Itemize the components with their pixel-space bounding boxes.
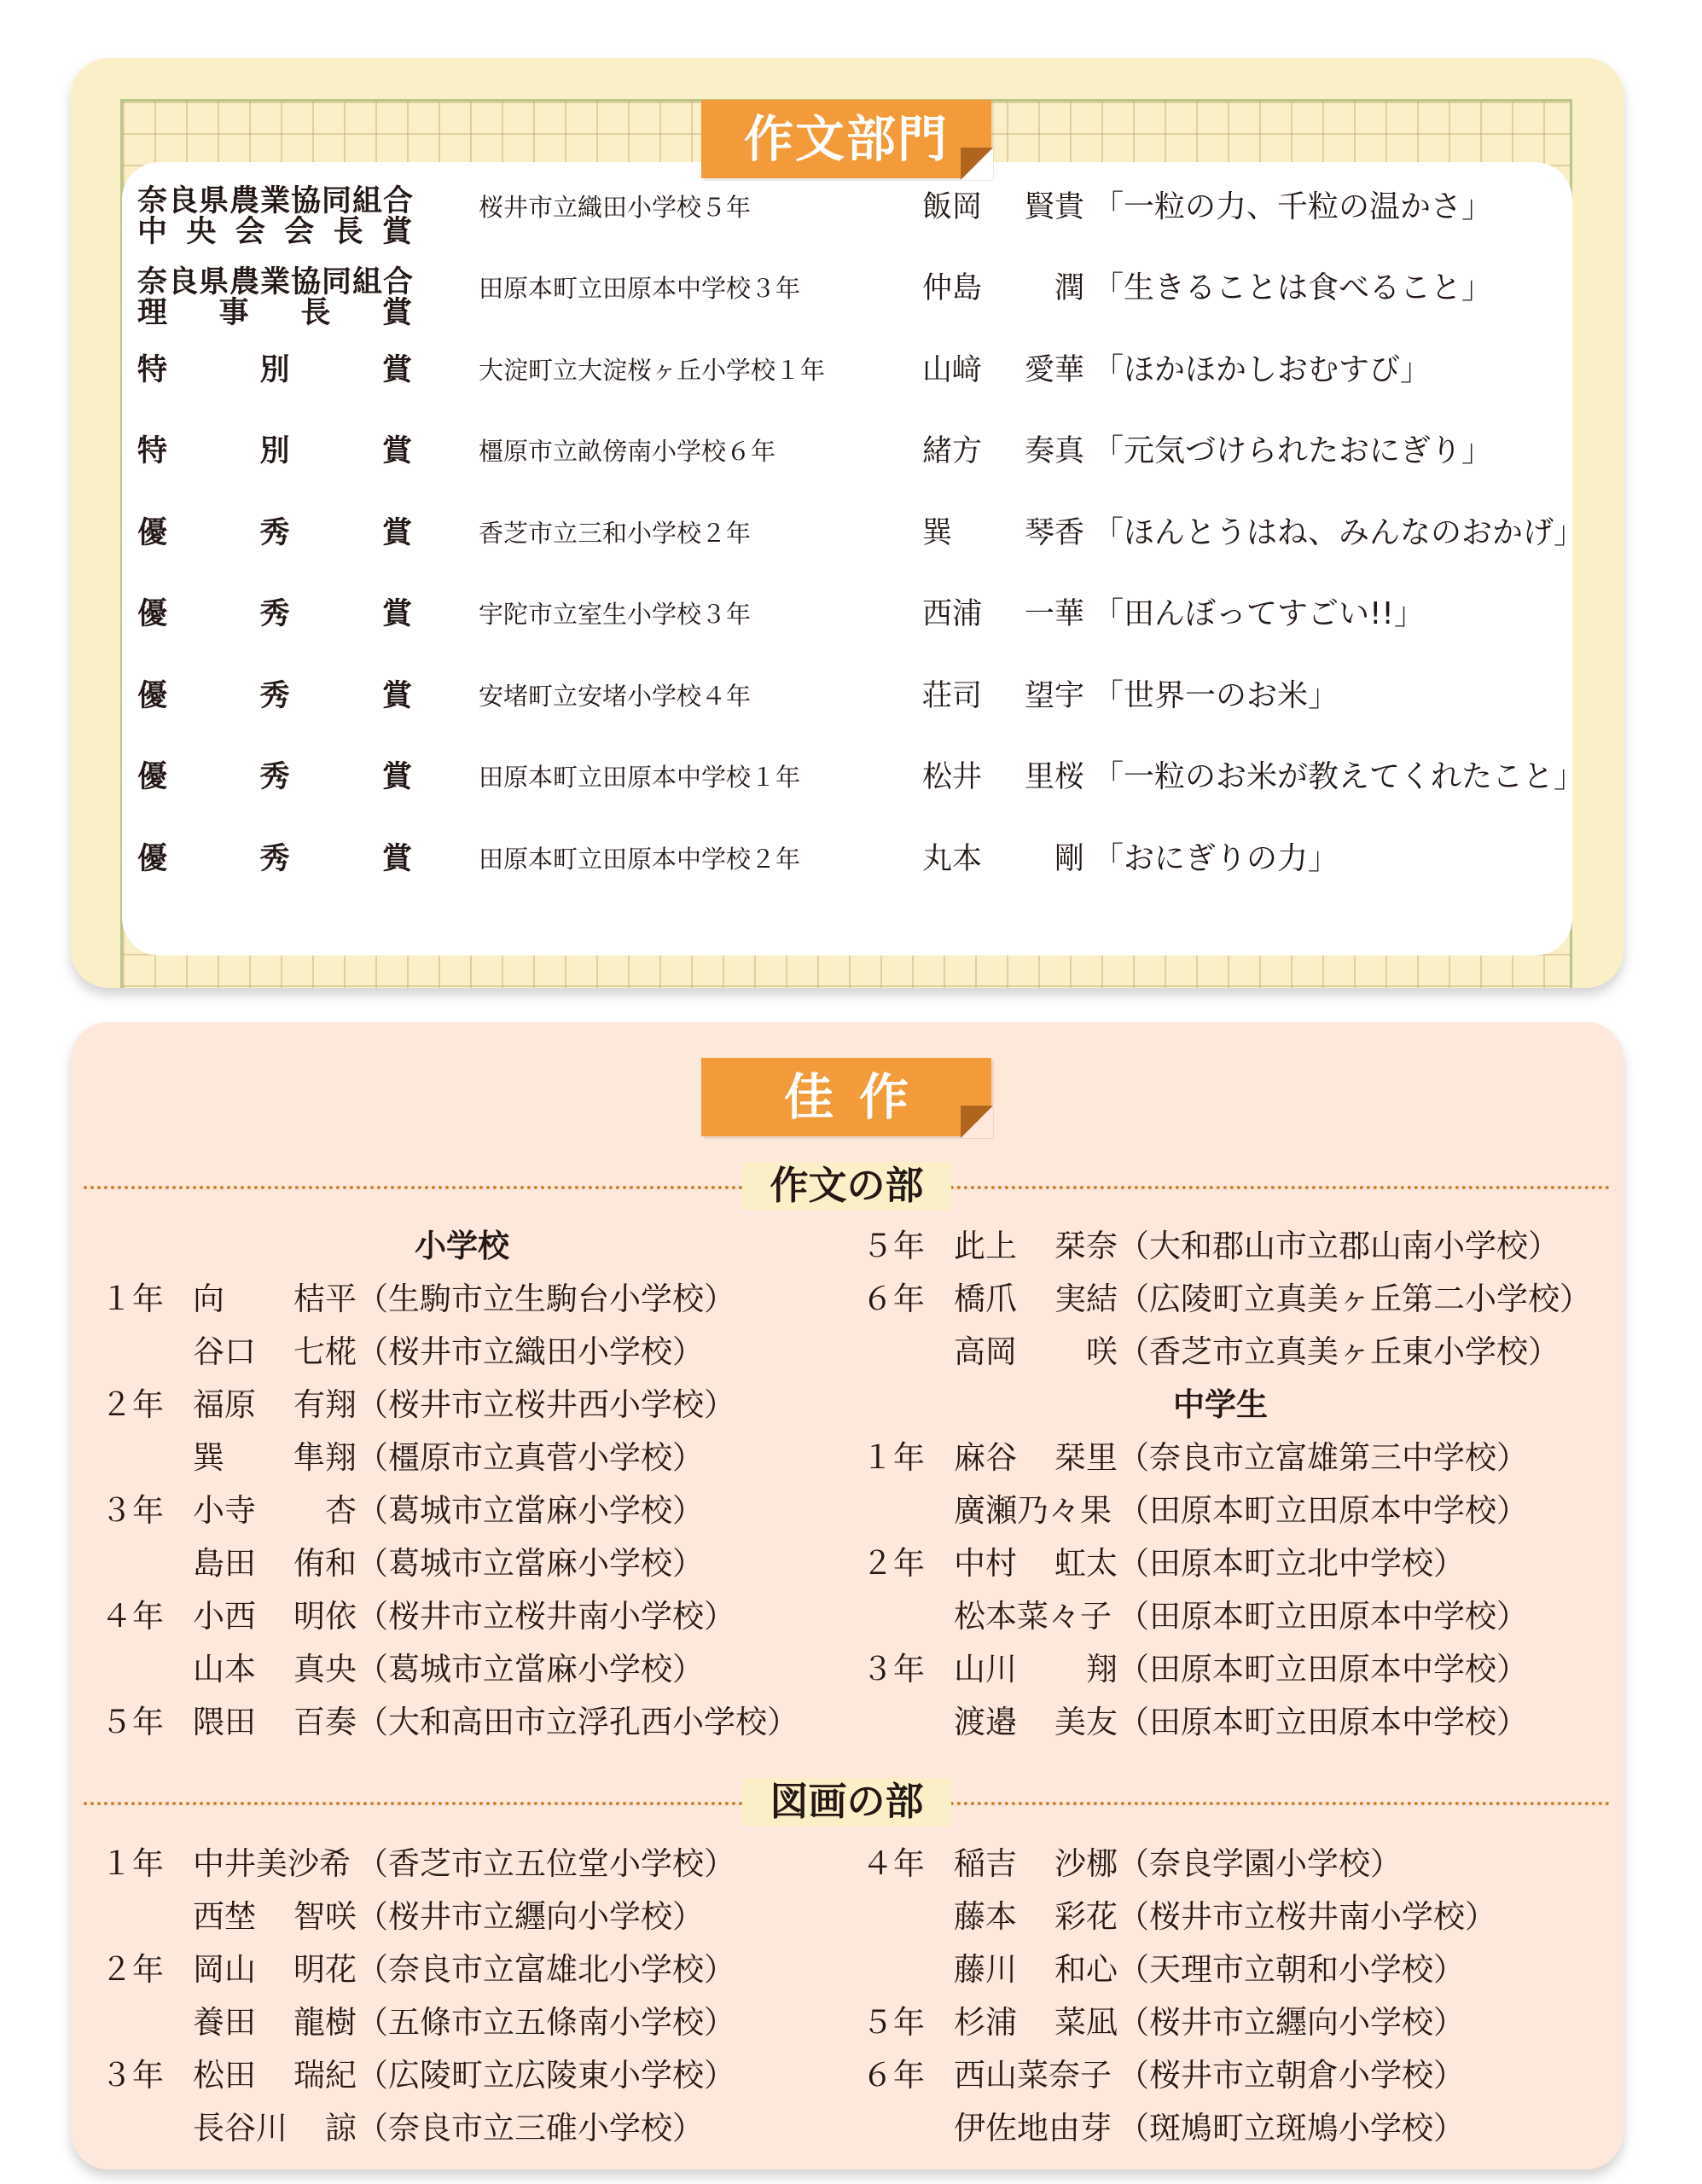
name-part: 咲	[1086, 1333, 1118, 1370]
section-banner-honorable-mention: 佳作	[701, 1058, 991, 1136]
award-title-char: 秀	[259, 597, 290, 631]
award-school: 橿原市立畝傍南小学校６年	[479, 437, 776, 466]
name-part: 飯岡	[922, 190, 983, 224]
award-title-char: 優	[137, 597, 168, 631]
award-title	[137, 514, 412, 552]
award-school: 田原本町立田原本中学校３年	[479, 274, 801, 303]
name-part: 和心	[1054, 1951, 1118, 1988]
student-name	[954, 1838, 1118, 1891]
name-part: 隈田	[193, 1704, 256, 1740]
student-name	[193, 1432, 357, 1484]
award-school: 桜井市立織田小学校５年	[479, 193, 752, 222]
list-item	[862, 1537, 1629, 1590]
award-title-char: 秀	[259, 516, 290, 550]
name-part: 七椛	[293, 1333, 357, 1370]
student-name	[193, 1273, 357, 1326]
name-part: 丸本	[922, 842, 983, 876]
award-student-name	[922, 270, 1084, 307]
award-title-char: 事	[218, 296, 249, 330]
award-title-char: 長	[333, 215, 363, 249]
award-title-line1: 奈良県農業協同組合	[137, 265, 415, 299]
name-part: 稲吉	[954, 1845, 1017, 1882]
student-name	[954, 1537, 1118, 1590]
name-part: 島田	[193, 1545, 256, 1582]
name-part: 里桜	[1024, 760, 1084, 794]
award-student-name	[922, 351, 1084, 389]
school-name: （田原本町立田原本中学校）	[1118, 1598, 1528, 1635]
name-part: 緒方	[922, 434, 983, 468]
school-name: （桜井市立桜井南小学校）	[1118, 1898, 1496, 1935]
list-item	[862, 1432, 1629, 1484]
student-name	[954, 1996, 1118, 2049]
award-work-title: 「一粒のお米が教えてくれたこと」	[1093, 759, 1585, 794]
award-title-char: 央	[186, 215, 217, 249]
award-work-title: 「一粒の力、千粒の温かさ」	[1093, 189, 1493, 224]
school-name: （天理市立朝和小学校）	[1118, 1951, 1465, 1988]
list-item	[101, 2102, 868, 2155]
essay-left-list	[101, 1273, 868, 1749]
name-part: 高岡	[954, 1333, 1017, 1370]
name-part: 杉浦	[954, 2004, 1017, 2041]
award-title-line1: 奈良県農業協同組合	[137, 184, 415, 218]
award-work-title: 「元気づけられたおにぎり」	[1093, 433, 1493, 468]
award-title	[137, 840, 412, 878]
grade: ６年	[862, 1281, 925, 1317]
name-part: 有翔	[293, 1386, 357, 1423]
grade: ５年	[101, 1704, 164, 1740]
grade: １年	[101, 1845, 164, 1882]
name-part: 長谷川	[193, 2110, 288, 2146]
name-part: 山川	[954, 1651, 1017, 1687]
award-work-title: 「生きることは食べること」	[1093, 270, 1493, 305]
list-item	[862, 1273, 1629, 1326]
award-title-char: 賞	[381, 760, 412, 794]
name-part: 小寺	[193, 1492, 256, 1529]
award-title-char: 別	[259, 434, 290, 468]
list-item	[101, 1996, 868, 2049]
name-part: 麻谷	[954, 1439, 1017, 1476]
name-part: 栞奈	[1054, 1228, 1118, 1264]
award-title-char: 秀	[259, 679, 290, 713]
school-name: （斑鳩町立斑鳩小学校）	[1118, 2110, 1465, 2146]
name-part: 松井	[922, 760, 983, 794]
name-part: 侑和	[293, 1545, 357, 1582]
name-part: 沙梛	[1054, 1845, 1118, 1882]
list-item	[862, 1326, 1629, 1379]
essay-right-junior-list	[862, 1432, 1629, 1749]
award-title	[137, 433, 412, 470]
award-row	[122, 818, 1572, 900]
student-name	[193, 1326, 357, 1379]
award-title-char: 賞	[381, 679, 412, 713]
name-part: 瑞紀	[293, 2057, 357, 2094]
award-title-char: 賞	[381, 434, 412, 468]
award-title-char: 長	[300, 296, 331, 330]
name-part: 智咲	[293, 1898, 357, 1935]
student-name	[193, 1537, 357, 1590]
student-name	[954, 1891, 1118, 1943]
award-title-char: 会	[284, 215, 315, 249]
award-row	[122, 655, 1572, 737]
name-part: 松本菜々子	[954, 1598, 1112, 1635]
award-title-char: 賞	[381, 215, 412, 249]
grade: １年	[101, 1281, 164, 1317]
student-name	[954, 1326, 1118, 1379]
name-part: 琴香	[1024, 516, 1084, 550]
list-item	[101, 1891, 868, 1943]
award-title-char: 賞	[381, 597, 412, 631]
award-row	[122, 736, 1585, 818]
student-name	[193, 1838, 357, 1891]
school-name: （広陵町立真美ヶ丘第二小学校）	[1118, 1281, 1591, 1317]
name-part: 藤本	[954, 1898, 1017, 1935]
award-title-line2	[137, 216, 412, 248]
school-name: （田原本町立田原本中学校）	[1118, 1651, 1528, 1687]
school-name: （桜井市立朝倉小学校）	[1118, 2057, 1465, 2094]
school-name: （葛城市立當麻小学校）	[357, 1651, 704, 1687]
essay-right-elementary-list	[862, 1220, 1629, 1379]
school-name: （葛城市立當麻小学校）	[357, 1492, 704, 1529]
school-name: （奈良学園小学校）	[1118, 1845, 1402, 1882]
list-item	[862, 1220, 1629, 1273]
name-part: 奏真	[1024, 434, 1084, 468]
list-item	[101, 1326, 868, 1379]
grade: ３年	[862, 1651, 925, 1687]
student-name	[954, 1432, 1118, 1484]
drawing-right-list	[862, 1838, 1629, 2155]
award-title	[137, 595, 412, 633]
grade: ２年	[101, 1951, 164, 1988]
drawing-left-list	[101, 1838, 868, 2155]
awards-list	[122, 162, 1585, 956]
award-title-char: 秀	[259, 842, 290, 876]
essay-section-label: 作文の部	[742, 1162, 951, 1210]
award-row	[122, 492, 1585, 574]
student-name	[193, 1590, 357, 1643]
name-part: 伊佐地由芽	[954, 2110, 1112, 2146]
essay-right-column	[862, 1220, 1629, 1749]
student-name	[954, 1273, 1118, 1326]
award-work-title: 「ほんとうはね、みんなのおかげ」	[1093, 515, 1585, 550]
school-name: （奈良市立富雄北小学校）	[357, 1951, 735, 1988]
award-student-name	[922, 595, 1084, 633]
grade: ６年	[862, 2057, 925, 2094]
student-name	[193, 1379, 357, 1432]
list-item	[101, 1643, 868, 1696]
name-part: 福原	[193, 1386, 256, 1423]
name-part: 杏	[325, 1492, 357, 1529]
school-name: （生駒市立生駒台小学校）	[357, 1281, 735, 1317]
student-name	[193, 1484, 357, 1537]
elementary-heading: 小学校	[415, 1228, 509, 1264]
list-item	[101, 1484, 868, 1537]
name-part: 松田	[193, 2057, 256, 2094]
school-name: （香芝市立真美ヶ丘東小学校）	[1118, 1333, 1560, 1370]
name-part: 山﨑	[922, 353, 983, 387]
award-school: 田原本町立田原本中学校１年	[479, 763, 801, 792]
award-title	[137, 758, 412, 796]
name-part: 藤川	[954, 1951, 1017, 1988]
award-work-title: 「ほかほかしおむすび」	[1093, 352, 1432, 387]
award-title-char: 秀	[259, 760, 290, 794]
list-item	[862, 1590, 1629, 1643]
student-name	[193, 1643, 357, 1696]
school-name: （大和郡山市立郡山南小学校）	[1118, 1228, 1560, 1264]
name-part: 潤	[1054, 271, 1084, 305]
name-part: 望宇	[1024, 679, 1084, 713]
drawing-section-label: 図画の部	[742, 1778, 951, 1826]
junior-high-heading: 中学生	[1173, 1386, 1268, 1423]
name-part: 此上	[954, 1228, 1017, 1264]
award-work-title: 「世界一のお米」	[1093, 678, 1339, 713]
grade: ２年	[101, 1386, 164, 1423]
award-student-name	[922, 677, 1084, 715]
grade: ３年	[101, 1492, 164, 1529]
award-title-char: 会	[235, 215, 265, 249]
name-part: 中井美沙希	[193, 1845, 351, 1882]
name-part: 彩花	[1054, 1898, 1118, 1935]
school-name: （橿原市立真菅小学校）	[357, 1439, 704, 1476]
student-name	[193, 2049, 357, 2102]
essay-left-column	[101, 1220, 868, 1749]
name-part: 西浦	[922, 597, 983, 631]
name-part: 百奏	[293, 1704, 357, 1740]
award-school: 田原本町立田原本中学校２年	[479, 845, 801, 874]
name-part: 巽	[922, 516, 953, 550]
name-part: 賢貴	[1024, 190, 1084, 224]
name-part: 山本	[193, 1651, 256, 1687]
list-item	[101, 1590, 868, 1643]
student-name	[954, 1643, 1118, 1696]
student-name	[954, 1220, 1118, 1273]
name-part: 龍樹	[293, 2004, 357, 2041]
school-name: （桜井市立織田小学校）	[357, 1333, 704, 1370]
name-part: 実結	[1054, 1281, 1118, 1317]
student-name	[193, 2102, 357, 2155]
school-name: （桜井市立桜井南小学校）	[357, 1598, 735, 1635]
name-part: 西山菜奈子	[954, 2057, 1112, 2094]
student-name	[954, 2102, 1118, 2155]
award-student-name	[922, 189, 1084, 226]
award-title-char: 特	[137, 434, 168, 468]
student-name	[954, 1943, 1118, 1996]
grade: ５年	[862, 2004, 925, 2041]
list-item	[101, 1273, 868, 1326]
name-part: 渡邉	[954, 1704, 1017, 1740]
school-name: （広陵町立広陵東小学校）	[357, 2057, 735, 2094]
name-part: 明依	[293, 1598, 357, 1635]
award-row	[122, 329, 1572, 411]
award-school: 宇陀市立室生小学校３年	[479, 600, 752, 629]
school-name: （田原本町立田原本中学校）	[1118, 1704, 1528, 1740]
name-part: 真央	[293, 1651, 357, 1687]
award-school: 大淀町立大淀桜ヶ丘小学校１年	[479, 356, 826, 385]
list-item	[101, 1943, 868, 1996]
grade: ４年	[101, 1598, 164, 1635]
name-part: 栞里	[1054, 1439, 1118, 1476]
list-item	[101, 1838, 868, 1891]
award-title-char: 中	[137, 215, 168, 249]
list-item	[862, 1838, 1629, 1891]
award-row	[122, 410, 1572, 492]
name-part: 美友	[1054, 1704, 1118, 1740]
student-name	[954, 1590, 1118, 1643]
name-part: 廣瀬乃々果	[954, 1492, 1112, 1529]
award-title-char: 賞	[381, 842, 412, 876]
award-title	[137, 351, 412, 389]
name-part: 岡山	[193, 1951, 256, 1988]
school-name: （桜井市立桜井西小学校）	[357, 1386, 735, 1423]
list-item	[101, 1379, 868, 1432]
school-name: （香芝市立五位堂小学校）	[357, 1845, 735, 1882]
award-student-name	[922, 514, 1084, 552]
list-item	[101, 2049, 868, 2102]
list-item	[862, 1484, 1629, 1537]
list-item	[101, 1432, 868, 1484]
name-part: 翔	[1086, 1651, 1118, 1687]
name-part: 小西	[193, 1598, 256, 1635]
school-name: （葛城市立當麻小学校）	[357, 1545, 704, 1582]
award-title-char: 優	[137, 842, 168, 876]
school-name: （桜井市立纒向小学校）	[1118, 2004, 1465, 2041]
essay-awards-panel	[71, 58, 1624, 988]
list-item	[862, 2102, 1629, 2155]
award-title-char: 優	[137, 679, 168, 713]
award-row	[122, 573, 1572, 655]
school-name: （奈良市立三碓小学校）	[357, 2110, 704, 2146]
list-item	[862, 1996, 1629, 2049]
student-name	[954, 2049, 1118, 2102]
list-item	[862, 1943, 1629, 1996]
award-row	[122, 166, 1572, 248]
name-part: 中村	[954, 1545, 1017, 1582]
banner-fold-decoration	[961, 1106, 993, 1138]
name-part: 菜凪	[1054, 2004, 1118, 2041]
banner-fold-decoration	[961, 148, 993, 180]
student-name	[193, 1696, 357, 1749]
award-school: 安堵町立安堵小学校４年	[479, 682, 752, 711]
name-part: 虹太	[1054, 1545, 1118, 1582]
name-part: 諒	[325, 2110, 357, 2146]
name-part: 愛華	[1024, 353, 1084, 387]
name-part: 隼翔	[293, 1439, 357, 1476]
award-title-char: 賞	[381, 296, 412, 330]
name-part: 荘司	[922, 679, 983, 713]
student-name	[193, 1943, 357, 1996]
grade: ５年	[862, 1228, 925, 1264]
name-part: 桔平	[293, 1281, 357, 1317]
school-name: （桜井市立纒向小学校）	[357, 1898, 704, 1935]
award-student-name	[922, 840, 1084, 878]
award-title-line2	[137, 297, 412, 329]
name-part: 養田	[193, 2004, 256, 2041]
grade: ２年	[862, 1545, 925, 1582]
award-student-name	[922, 758, 1084, 796]
award-row	[122, 247, 1572, 329]
name-part: 一華	[1024, 597, 1084, 631]
award-work-title: 「田んぼってすごい!!」	[1093, 596, 1425, 631]
award-title-char: 賞	[381, 353, 412, 387]
award-student-name	[922, 433, 1084, 470]
name-part: 橋爪	[954, 1281, 1017, 1317]
list-item	[862, 1891, 1629, 1943]
list-item	[862, 2049, 1629, 2102]
award-title-char: 別	[259, 353, 290, 387]
student-name	[193, 1996, 357, 2049]
award-title-char: 特	[137, 353, 168, 387]
name-part: 西埜	[193, 1898, 256, 1935]
list-item	[862, 1643, 1629, 1696]
award-title-char: 賞	[381, 516, 412, 550]
name-part: 巽	[193, 1439, 224, 1476]
award-title-char: 優	[137, 760, 168, 794]
student-name	[954, 1484, 1118, 1537]
name-part: 剛	[1054, 842, 1084, 876]
award-school: 香芝市立三和小学校２年	[479, 519, 752, 548]
school-name: （田原本町立北中学校）	[1118, 1545, 1465, 1582]
drawing-left-column	[101, 1838, 868, 2155]
list-item	[101, 1696, 868, 1749]
list-item	[101, 1537, 868, 1590]
school-name: （大和高田市立浮孔西小学校）	[357, 1704, 799, 1740]
award-work-title: 「おにぎりの力」	[1093, 841, 1339, 876]
school-name: （奈良市立富雄第三中学校）	[1118, 1439, 1528, 1476]
award-title-char: 優	[137, 516, 168, 550]
award-title	[137, 677, 412, 715]
drawing-right-column	[862, 1838, 1629, 2155]
grade: １年	[862, 1439, 925, 1476]
student-name	[954, 1696, 1118, 1749]
name-part: 仲島	[922, 271, 983, 305]
school-name: （五條市立五條南小学校）	[357, 2004, 735, 2041]
school-name: （田原本町立田原本中学校）	[1118, 1492, 1528, 1529]
grade: ４年	[862, 1845, 925, 1882]
list-item	[862, 1696, 1629, 1749]
name-part: 明花	[293, 1951, 357, 1988]
grade: ３年	[101, 2057, 164, 2094]
name-part: 向	[193, 1281, 224, 1317]
student-name	[193, 1891, 357, 1943]
award-title-char: 理	[137, 296, 168, 330]
section-banner-essay: 作文部門	[701, 100, 991, 178]
name-part: 谷口	[193, 1333, 256, 1370]
